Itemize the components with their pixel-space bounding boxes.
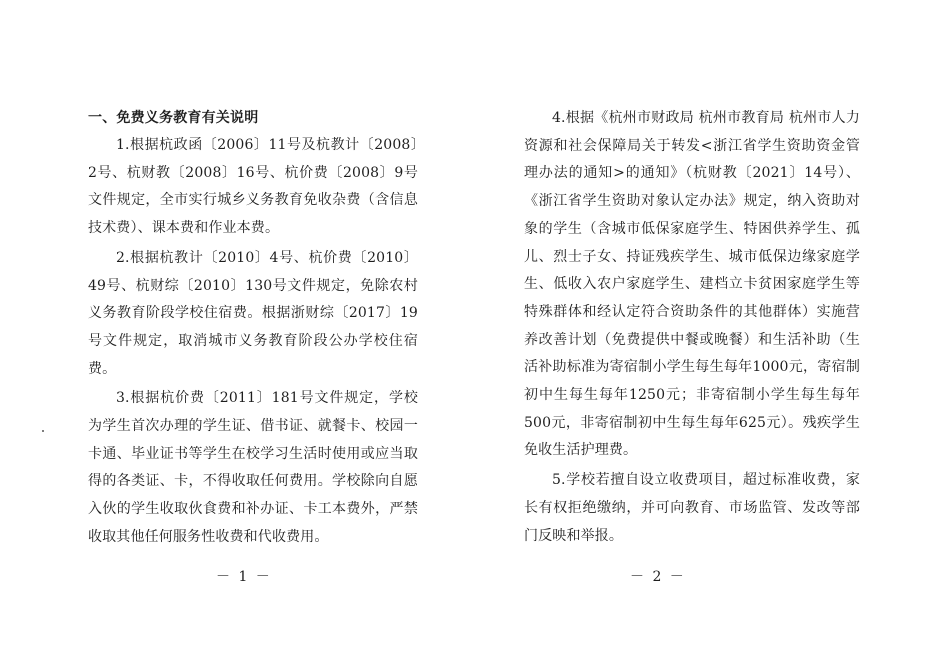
paragraph-3: 3.根据杭价费〔2011〕181号文件规定，学校为学生首次办理的学生证、借书证、就餐卡、校园一卡通、毕业证书等学生在校学习生活时使用或应当取得的各类证、卡，不得收取任何费用。学校除向自愿入伙的学生收取伙食费和补办证、卡工本费外，严禁收取其他任何服务性收费和代收费用。 — [88, 390, 418, 545]
page-2 — [468, 0, 937, 648]
paragraph-1: 1.根据杭政函〔2006〕11号及杭教计〔2008〕2号、杭财教〔2008〕16号、杭价费〔2008〕9号文件规定，全市实行城乡义务教育免收杂费（含信息技术费）、课本费和作业本费。 — [88, 137, 418, 237]
page-number: － 2 － — [630, 569, 686, 585]
page-1-text-column — [88, 105, 418, 554]
paragraph-4: 4.根据《杭州市财政局 杭州市教育局 杭州市人力资源和社会保障局关于转发<浙江省学生资助资金管理办法的通知>的通知》（杭财教〔2021〕14号）、《浙江省学生资助对象认定办法》规定，纳入资助对象的学生（含城市低保家庭学生、特困供养学生、孤儿、烈士子女、持证残疾学生、城市低保边缘家庭学生、低收入农户家庭学生、建档立卡贫困家庭学生等特殊群体和经认定符合资助条件的其他群体）实施营养改善计划（免费提供中餐或晚餐）和生活补助（生活补助标准为寄宿制小学生每生每年1000元，寄宿制初中生每生每年1250元；非寄宿制小学生每生每年500元，非寄宿制初中生每生每年625元）。残疾学生免收生活护理费。 — [524, 110, 860, 459]
scan-speck — [42, 430, 44, 432]
section-heading: 一、免费义务教育有关说明 — [88, 110, 259, 126]
page-1 — [0, 0, 468, 648]
page-number: － 1 － — [216, 569, 272, 585]
paragraph-5: 5.学校若擅自设立收费项目，超过标准收费，家长有权拒绝缴纳，并可向教育、市场监管、发改等部门反映和举报。 — [524, 472, 860, 544]
page-2-text-column — [524, 105, 860, 552]
paragraph-2: 2.根据杭教计〔2010〕4号、杭价费〔2010〕49号、杭财综〔2010〕130号文件规定，免除农村义务教育阶段学校住宿费。根据浙财综〔2017〕19号文件规定，取消城市义务教育阶段公办学校住宿费。 — [88, 249, 418, 377]
